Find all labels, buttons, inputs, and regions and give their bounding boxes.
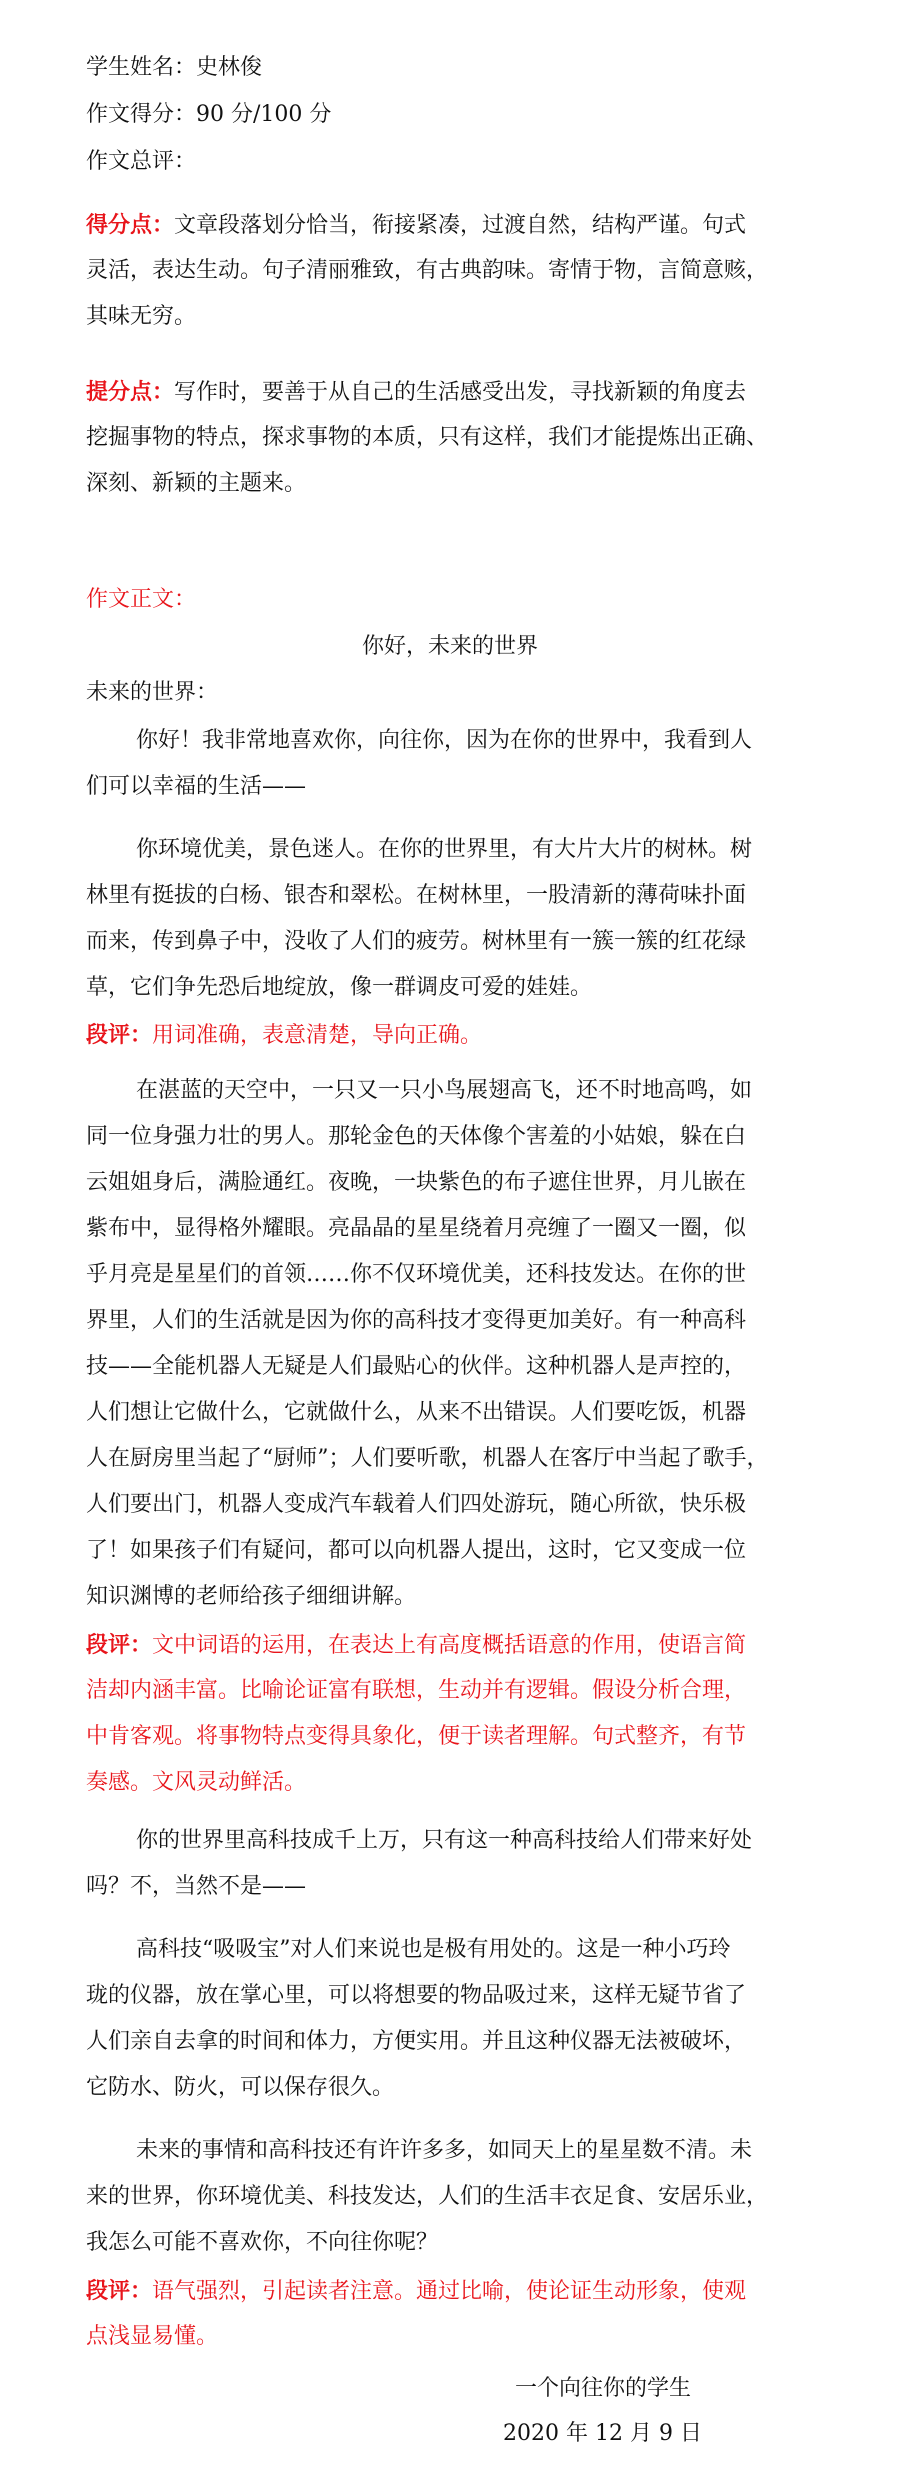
paragraph-3-line-6: 界里，人们的生活就是因为你的高科技才变得更加美好。有一种高科: [86, 1308, 747, 1333]
paragraph-1-line-1: 你好！我非常地喜欢你，向往你，因为在你的世界中，我看到人: [136, 728, 753, 753]
student-name-value: 史林俊: [196, 55, 263, 80]
paragraph-review-3-line-2: 点浅显易懂。: [86, 2324, 219, 2349]
student-name-row: [86, 48, 816, 88]
essay-title: 你好，未来的世界: [361, 634, 538, 659]
essay-salutation: 未来的世界：: [86, 680, 219, 705]
paragraph-3-line-11: 了！如果孩子们有疑问，都可以向机器人提出，这时，它又变成一位: [86, 1538, 747, 1563]
merits-line-1: 得分点：文章段落划分恰当，衔接紧凑，过渡自然，结构严谨。句式: [86, 212, 747, 238]
paragraph-3-line-9: 人在厨房里当起了“厨师”；人们要听歌，机器人在客厅中当起了歌手，: [86, 1446, 769, 1471]
review-3-label: 段评：: [86, 2278, 153, 2304]
paragraph-review-2-line-2: 洁却内涵丰富。比喻论证富有联想，生动并有逻辑。假设分析合理，: [86, 1678, 747, 1703]
paragraph-5-line-4: 它防水、防火，可以保存很久。: [86, 2075, 395, 2100]
essay-section-label: 作文正文：: [86, 587, 197, 612]
paragraph-3-line-8: 人们想让它做什么，它就做什么，从来不出错误。人们要吃饭，机器: [86, 1400, 747, 1425]
paragraph-4-line-2: 吗？不，当然不是——: [86, 1874, 307, 1899]
paragraph-5-line-2: 珑的仪器，放在掌心里，可以将想要的物品吸过来，这样无疑节省了: [86, 1983, 747, 2008]
paragraph-review-3-line-1: 段评：语气强烈，引起读者注意。通过比喻，使论证生动形象，使观: [86, 2278, 747, 2304]
student-name-label: 学生姓名：: [86, 55, 197, 80]
paragraph-4-line-1: 你的世界里高科技成千上万，只有这一种高科技给人们带来好处: [136, 1828, 753, 1853]
paragraph-3-line-4: 紫布中，显得格外耀眼。亮晶晶的星星绕着月亮缠了一圈又一圈，似: [86, 1216, 747, 1241]
improvements-line-2: 挖掘事物的特点，探求事物的本质，只有这样，我们才能提炼出正确、: [86, 425, 769, 450]
improvements-label: 提分点：: [86, 379, 175, 405]
paragraph-3-line-2: 同一位身强力壮的男人。那轮金色的天体像个害羞的小姑娘，躲在白: [86, 1124, 747, 1149]
paragraph-5-line-1: 高科技“吸吸宝”对人们来说也是极有用处的。这是一种小巧玲: [136, 1937, 731, 1962]
paragraph-3-line-1: 在湛蓝的天空中，一只又一只小鸟展翅高飞，还不时地高鸣，如: [136, 1078, 753, 1103]
paragraph-5-line-3: 人们亲自去拿的时间和体力，方便实用。并且这种仪器无法被破坏，: [86, 2029, 747, 2054]
paragraph-2-line-4: 草，它们争先恐后地绽放，像一群调皮可爱的娃娃。: [86, 975, 593, 1000]
paragraph-3-line-3: 云姐姐身后，满脸通红。夜晚，一块紫色的布子遮住世界，月儿嵌在: [86, 1170, 747, 1195]
review-2-label: 段评：: [86, 1632, 153, 1658]
paragraph-review-2-line-4: 奏感。文风灵动鲜活。: [86, 1770, 307, 1795]
essay-date: 2020 年 12 月 9 日: [503, 2421, 702, 2446]
paragraph-2-line-3: 而来，传到鼻子中，没收了人们的疲劳。树林里有一簇一簇的红花绿: [86, 929, 747, 954]
overall-comment-label: 作文总评：: [86, 149, 197, 174]
paragraph-2-line-2: 林里有挺拔的白杨、银杏和翠松。在树林里，一股清新的薄荷味扑面: [86, 883, 747, 908]
paragraph-2-line-1: 你环境优美，景色迷人。在你的世界里，有大片大片的树林。树: [136, 837, 753, 862]
paragraph-review-1: 段评：用词准确，表意清楚，导向正确。: [86, 1022, 483, 1048]
score-value: 90 分/100 分: [196, 102, 332, 127]
essay-signature: 一个向往你的学生: [515, 2376, 692, 2401]
paragraph-3-line-10: 人们要出门，机器人变成汽车载着人们四处游玩，随心所欲，快乐极: [86, 1492, 747, 1517]
score-row: [86, 95, 816, 135]
paragraph-1-line-2: 们可以幸福的生活——: [86, 774, 307, 799]
paragraph-6-line-2: 来的世界，你环境优美、科技发达，人们的生活丰衣足食、安居乐业，: [86, 2184, 769, 2209]
paragraph-3-line-5: 乎月亮是星星们的首领……你不仅环境优美，还科技发达。在你的世: [86, 1262, 747, 1287]
paragraph-3-line-7: 技——全能机器人无疑是人们最贴心的伙伴。这种机器人是声控的，: [86, 1354, 747, 1379]
merits-label: 得分点：: [86, 212, 175, 238]
improvements-line-3: 深刻、新颖的主题来。: [86, 471, 307, 496]
merits-line-2: 灵活，表达生动。句子清丽雅致，有古典韵味。寄情于物，言简意赅，: [86, 258, 769, 283]
paragraph-review-2-line-1: 段评：文中词语的运用，在表达上有高度概括语意的作用，使语言简: [86, 1632, 747, 1658]
paragraph-6-line-3: 我怎么可能不喜欢你，不向往你呢？: [86, 2230, 439, 2255]
score-label: 作文得分：: [86, 102, 197, 127]
merits-line-3: 其味无穷。: [86, 304, 197, 329]
review-1-label: 段评：: [86, 1022, 153, 1048]
paragraph-review-2-line-3: 中肯客观。将事物特点变得具象化，便于读者理解。句式整齐，有节: [86, 1724, 747, 1749]
paragraph-3-line-12: 知识渊博的老师给孩子细细讲解。: [86, 1584, 417, 1609]
paragraph-6-line-1: 未来的事情和高科技还有许许多多，如同天上的星星数不清。未: [136, 2138, 753, 2163]
improvements-line-1: 提分点：写作时，要善于从自己的生活感受出发，寻找新颖的角度去: [86, 379, 747, 405]
